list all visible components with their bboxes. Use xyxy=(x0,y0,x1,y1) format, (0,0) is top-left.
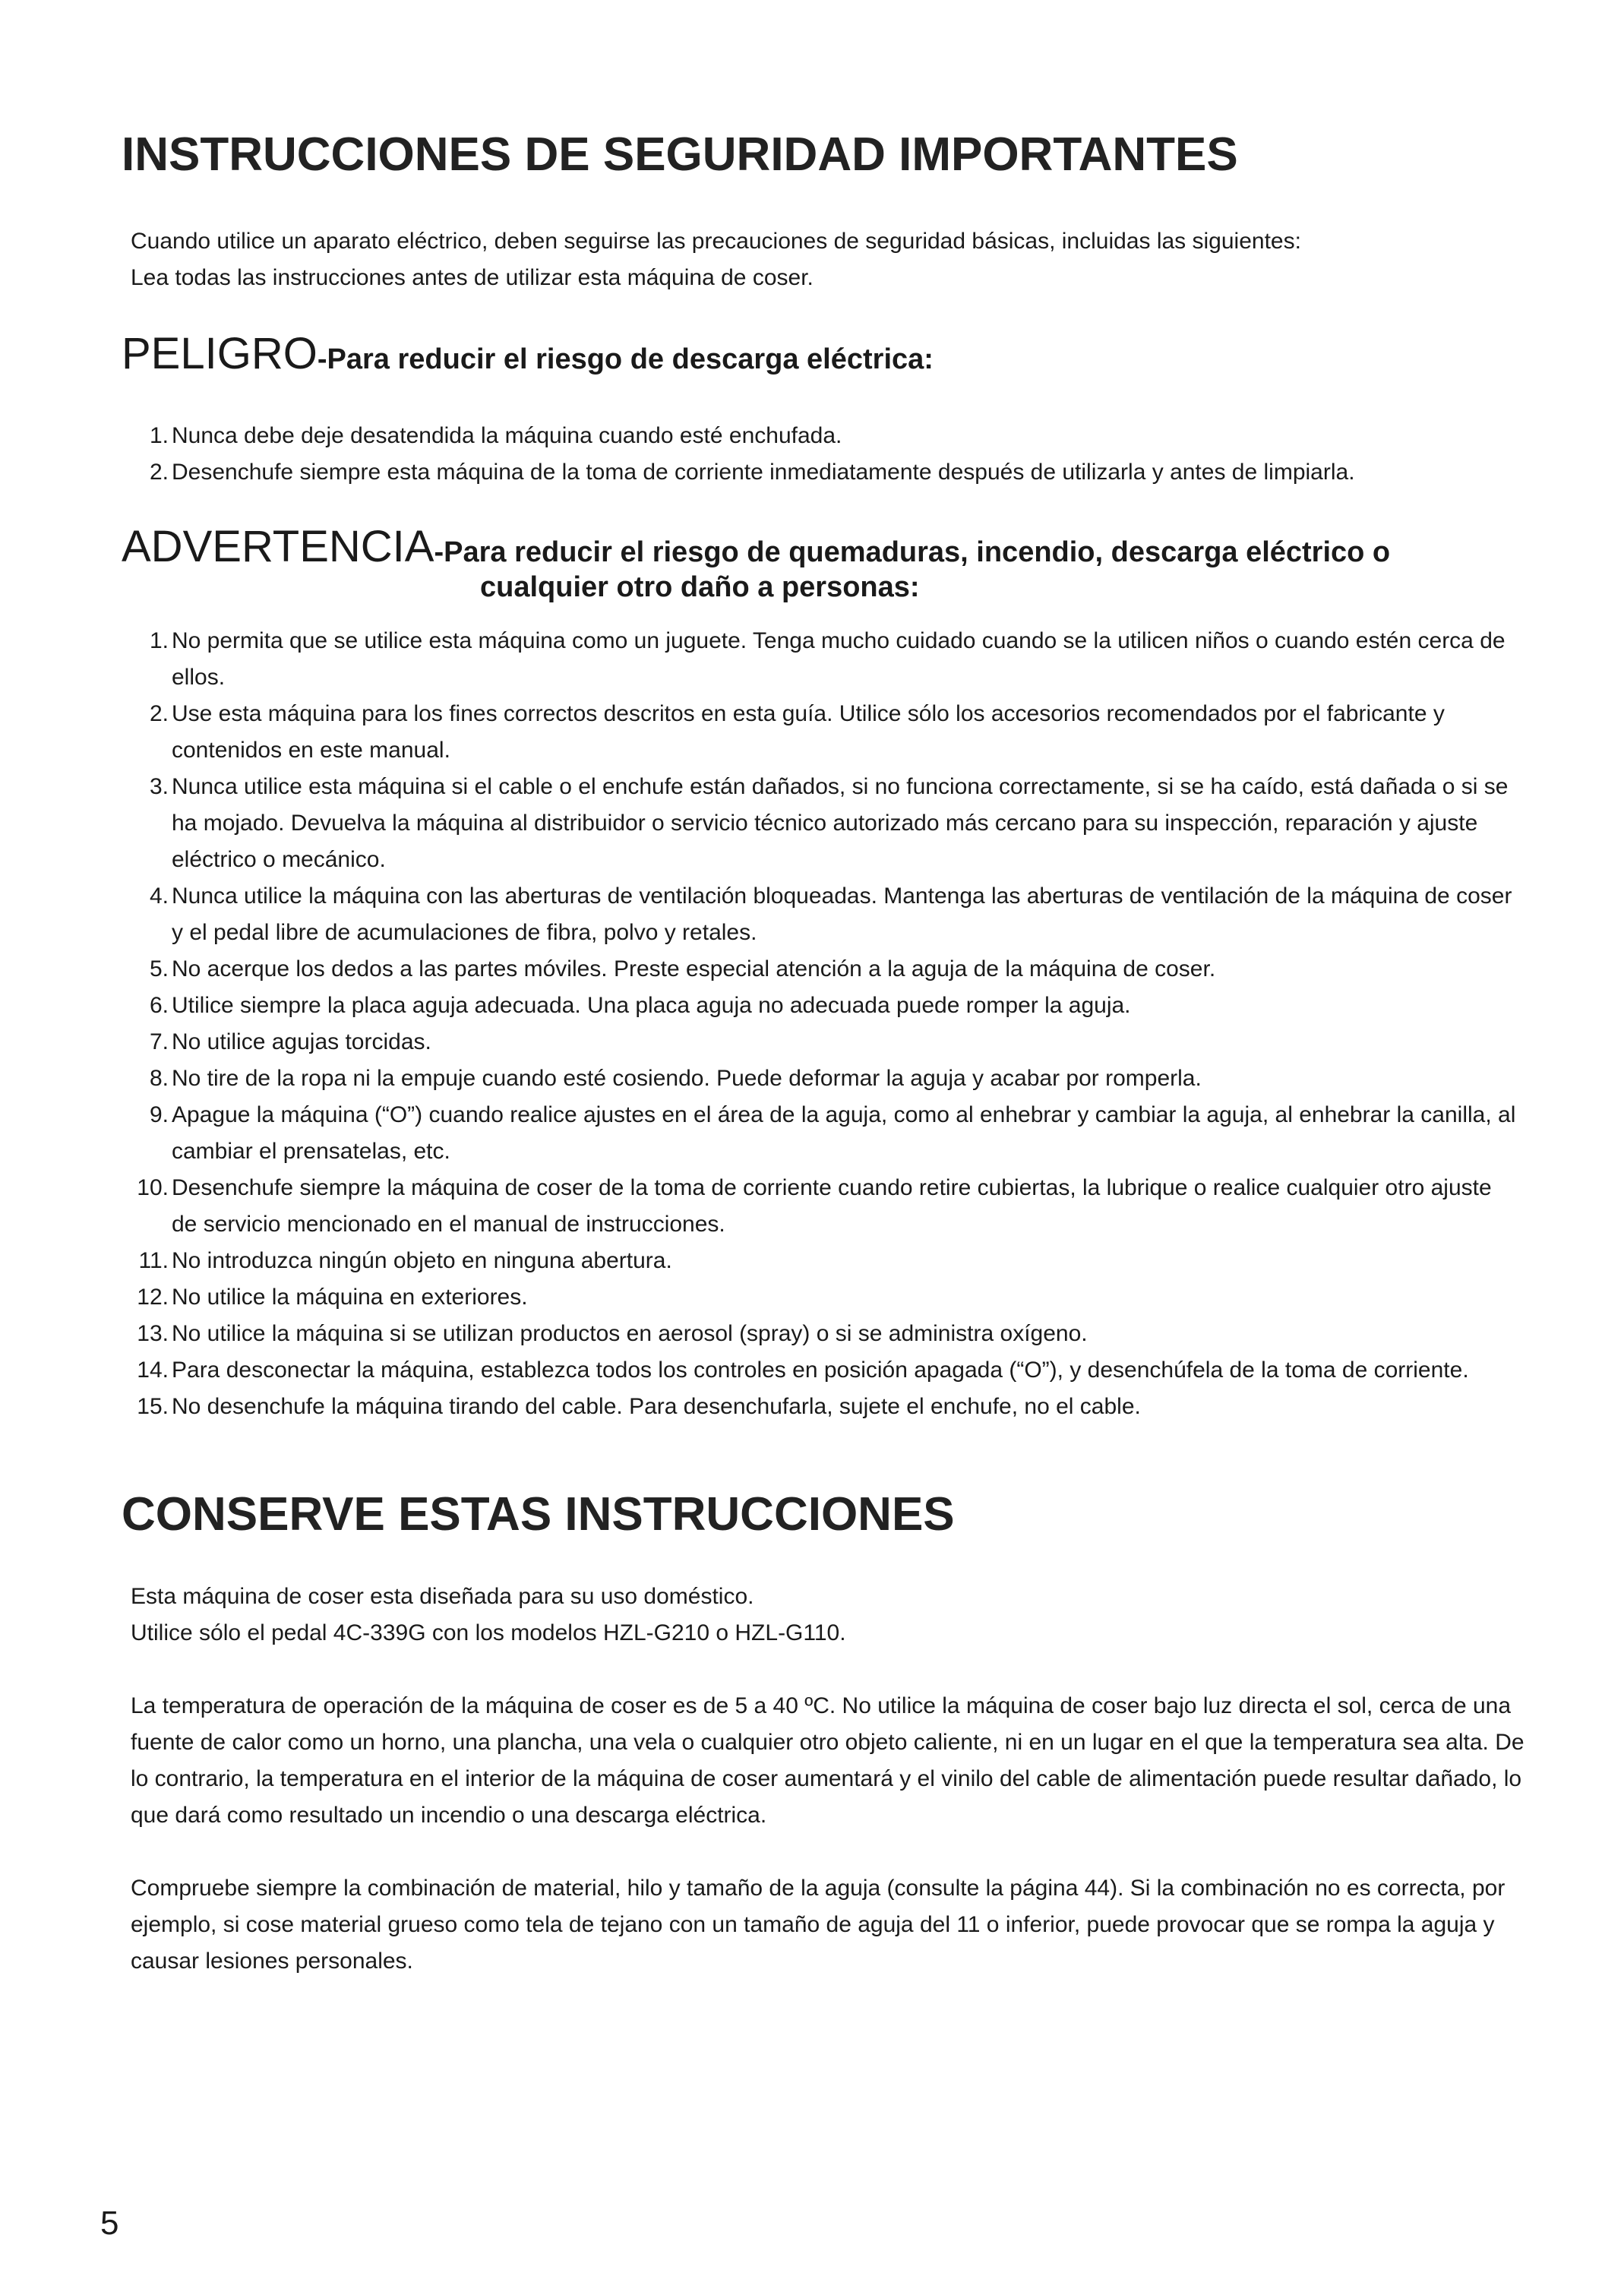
conserve-paragraph-2: La temperatura de operación de la máquina de coser es de 5 a 40 ºC. No utilice la máquina de coser bajo luz directa el sol, cerca de una fuente de calor como un horno, una plancha, una vela o cualquier otro objeto caliente, ni en un lugar en el que la temperatura sea alta. De lo contrario, la temperatura en el interior de la máquina de coser aumentará y el vinilo del cable de alimentación puede resultar dañado, lo que dará como resultado un incendio o una descarga eléctrica. xyxy=(131,1693,1524,1828)
conserve-line: Utilice sólo el pedal 4C-339G con los modelos HZL-G210 o HZL-G110. xyxy=(131,1620,846,1645)
warning-heading xyxy=(122,521,1390,572)
list-item: 2. Desenchufe siempre esta máquina de la toma de corriente inmediatamente después de utilizarla y antes de limpiarla. xyxy=(149,460,1355,485)
page-number: 5 xyxy=(100,2205,119,2242)
list-item: 11. No introduzca ningún objeto en ninguna abertura. xyxy=(138,1248,672,1273)
list-item: 5. No acerque los dedos a las partes móviles. Preste especial atención a la aguja de la máquina de coser. xyxy=(149,956,1216,981)
list-item: 7. No utilice agujas torcidas. xyxy=(149,1029,431,1054)
warning-word: ADVERTENCIA xyxy=(122,522,434,571)
page-title: INSTRUCCIONES DE SEGURIDAD IMPORTANTES xyxy=(122,128,1238,181)
danger-word: PELIGRO xyxy=(122,329,318,378)
intro-line: Cuando utilice un aparato eléctrico, deben seguirse las precauciones de seguridad básicas, incluidas las siguientes: xyxy=(131,229,1301,254)
warning-list xyxy=(0,623,1519,1425)
list-item: 2. Use esta máquina para los fines correctos descritos en esta guía. Utilice sólo los accesorios recomendados por el fabricante y contenidos en este manual. xyxy=(149,701,1445,763)
conserve-line: Esta máquina de coser esta diseñada para su uso doméstico. xyxy=(131,1584,754,1609)
list-item: 10. Desenchufe siempre la máquina de coser de la toma de corriente cuando retire cubiertas, la lubrique o realice cualquier otro ajuste de servicio mencionado en el manual de instrucciones. xyxy=(137,1175,1492,1237)
danger-heading xyxy=(122,328,934,379)
warning-subtitle-continued: cualquier otro daño a personas: xyxy=(480,571,920,603)
list-item: 3. Nunca utilice esta máquina si el cable o el enchufe están dañados, si no funciona correctamente, si se ha caído, está dañada o si se ha mojado. Devuelva la máquina al distribuidor o servicio técnico autorizado más cercano para su inspección, reparación y ajuste eléctrico o mecánico. xyxy=(149,774,1509,872)
list-item: 1. Nunca debe deje desatendida la máquina cuando esté enchufada. xyxy=(149,423,842,448)
danger-list xyxy=(0,418,1519,491)
list-item: 15. No desenchufe la máquina tirando del cable. Para desenchufarla, sujete el enchufe, no el cable. xyxy=(137,1394,1141,1419)
conserve-title: CONSERVE ESTAS INSTRUCCIONES xyxy=(122,1488,955,1541)
intro-line: Lea todas las instrucciones antes de utilizar esta máquina de coser. xyxy=(131,265,814,290)
conserve-paragraph-1 xyxy=(131,1579,1528,1652)
intro-paragraph xyxy=(131,223,1528,296)
warning-subtitle: -Para reducir el riesgo de quemaduras, incendio, descarga eléctrico o xyxy=(434,536,1391,568)
list-item: 8. No tire de la ropa ni la empuje cuando esté cosiendo. Puede deformar la aguja y acabar por romperla. xyxy=(149,1066,1202,1091)
list-item: 9. Apague la máquina (“O”) cuando realice ajustes en el área de la aguja, como al enhebrar y cambiar la aguja, al enhebrar la canilla, al cambiar el prensatelas, etc. xyxy=(149,1102,1516,1164)
danger-subtitle: -Para reducir el riesgo de descarga eléctrica: xyxy=(317,343,934,375)
list-item: 12. No utilice la máquina en exteriores. xyxy=(137,1285,528,1310)
conserve-paragraph-3: Compruebe siempre la combinación de material, hilo y tamaño de la aguja (consulte la página 44). Si la combinación no es correcta, por ejemplo, si cose material grueso como tela de tejano con un tamaño de aguja del 11 o inferior, puede provocar que se rompa la aguja y causar lesiones personales. xyxy=(131,1876,1506,1974)
list-item: 14. Para desconectar la máquina, establezca todos los controles en posición apagada (“O”), y desenchúfela de la toma de corriente. xyxy=(137,1358,1469,1383)
list-item: 4. Nunca utilice la máquina con las aberturas de ventilación bloqueadas. Mantenga las aberturas de ventilación de la máquina de coser y el pedal libre de acumulaciones de fibra, polvo y retales. xyxy=(149,883,1512,945)
list-item: 1. No permita que se utilice esta máquina como un juguete. Tenga mucho cuidado cuando se la utilicen niños o cuando estén cerca de ellos. xyxy=(149,628,1506,690)
list-item: 13. No utilice la máquina si se utilizan productos en aerosol (spray) o si se administra oxígeno. xyxy=(137,1321,1088,1346)
list-item: 6. Utilice siempre la placa aguja adecuada. Una placa aguja no adecuada puede romper la aguja. xyxy=(149,993,1131,1018)
